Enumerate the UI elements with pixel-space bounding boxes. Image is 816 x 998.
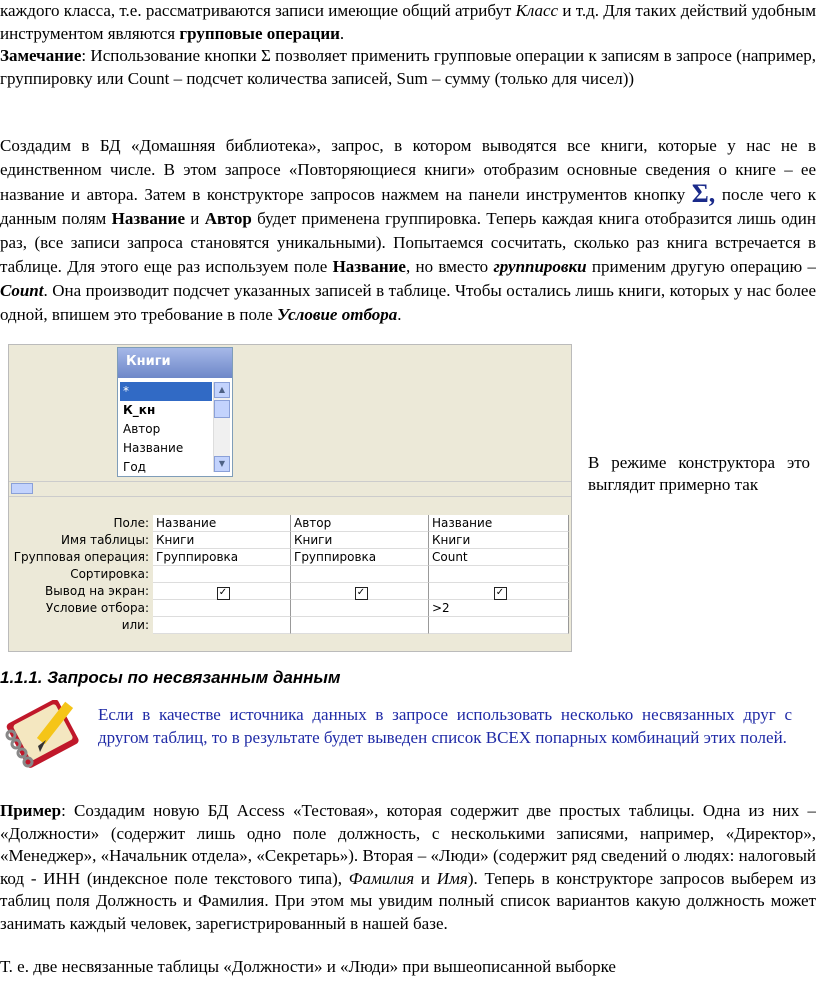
table-title[interactable]: Книги [118,348,232,378]
paragraph-example-test: Пример: Создадим новую БД Access «Тестовая», которая содержит две простых таблицы. Одна из них – «Должности» (содержит лишь одно поле должность, с несколькими записями, например, «Директор», «Менеджер», «Начальник отдела», «Секретарь»). Вторая – «Люди» (содержит ряд сведений о людях: налоговый код - ИНН (индексное поле текстового типа), Фамилия и Имя). Теперь в конструкторе запросов выберем из таблиц поля Должность и Фамилия. При этом мы увидим полный список вариантов какую должность может занимать каждый человек, зарегистрированный в нашей базе. [0,801,816,933]
grid-cell[interactable] [291,600,429,617]
field-item-author[interactable]: Автор [123,422,161,436]
grid-cell[interactable] [153,600,291,617]
field-list [120,382,212,477]
field-item-key[interactable]: К_кн [123,403,156,417]
paragraph-example-library: Создадим в БД «Домашняя библиотека», запрос, в котором выводятся все книги, которые у нас не в единственном числе. В этом запросе «Повторяющиеся книги» отобразим основные сведения о книге – ее название и автора. Затем в конструкторе запросов нажмем на панели инструментов кнопку Σ, после чего к данным полям Название и Автор будет применена группировка. Теперь каждая книга отобразится лишь один раз, (все записи запроса становятся уникальными). Попытаемся сосчитать, сколько раз книга встречается в таблице. Для этого еще раз используем поле Название, но вместо группировки применим другую операцию – Count. Она производит подсчет указанных записей в таблице. Чтобы остались лишь книги, которых у нас более одной, впишем это требование в поле Условие отбора. [0,136,816,324]
sigma-icon: Σ, [691,179,716,208]
grid-cell[interactable]: Count [429,549,569,566]
grid-cell[interactable] [291,566,429,583]
grid-cell[interactable] [153,617,291,634]
scroll-down-icon[interactable]: ▼ [214,456,230,472]
checkbox-checked-icon[interactable]: ✓ [217,587,230,600]
grid-cell[interactable]: Книги [291,532,429,549]
designer-caption: В режиме конструктора это выглядит примерно так [588,453,810,494]
row-label: Поле: [113,516,149,530]
grid-cell[interactable]: Название [153,515,291,532]
grid-row-table [9,532,571,549]
grid-row-criteria [9,600,571,617]
grid-cell[interactable] [153,566,291,583]
field-item-all[interactable]: * [120,382,212,401]
scroll-thumb[interactable] [214,400,230,418]
grid-cell [291,583,429,600]
row-label: Имя таблицы: [61,533,149,547]
row-label: Сортировка: [70,567,149,581]
horizontal-scroll-thumb[interactable] [11,483,33,494]
grid-cell[interactable]: Группировка [153,549,291,566]
grid-cell [429,583,569,600]
row-label: Условие отбора: [45,601,149,615]
grid-row-field [9,515,571,532]
grid-cell [153,583,291,600]
field-item-year[interactable]: Год [123,460,146,474]
row-label: Групповая операция: [13,550,149,564]
grid-cell[interactable] [429,566,569,583]
grid-cell[interactable]: Название [429,515,569,532]
paragraph-remark: Замечание: Использование кнопки Σ позволяет применить групповые операции к записям в запросе (например, группировку или Count – подсчет количества записей, Sum – сумму (только для чисел)) [0,46,816,88]
row-label: или: [121,618,149,632]
grid-row-or [9,617,571,634]
section-heading: 1.1.1. Запросы по несвязанным данным [0,668,341,687]
grid-cell[interactable] [429,617,569,634]
paragraph-intro: каждого класса, т.е. рассматриваются записи имеющие общий атрибут Класс и т.д. Для таких действий удобным инструментом являются групповые операции. [0,1,816,43]
grid-cell[interactable]: >2 [429,600,569,617]
paragraph-conclusion: Т. е. две несвязанные таблицы «Должности» и «Люди» при вышеописанной выборке [0,957,616,976]
grid-row-group [9,549,571,566]
grid-cell[interactable] [291,617,429,634]
field-list-scrollbar[interactable] [213,382,230,472]
grid-cell[interactable]: Автор [291,515,429,532]
field-item-title[interactable]: Название [123,441,184,455]
row-label: Вывод на экран: [45,584,149,598]
grid-cell[interactable]: Книги [153,532,291,549]
horizontal-scrollbar[interactable] [9,481,571,497]
scroll-up-icon[interactable]: ▲ [214,382,230,398]
grid-row-sort [9,566,571,583]
table-field-list [117,347,233,477]
checkbox-checked-icon[interactable]: ✓ [355,587,368,600]
notebook-pencil-icon [4,700,88,770]
grid-cell[interactable]: Книги [429,532,569,549]
note-text: Если в качестве источника данных в запросе использовать несколько несвязанных друг с другом таблиц, то в результате будет выведен список ВСЕХ попарных комбинаций этих полей. [98,705,792,747]
query-designer-screenshot [8,344,572,652]
checkbox-checked-icon[interactable]: ✓ [494,587,507,600]
grid-row-show [9,583,571,600]
grid-cell[interactable]: Группировка [291,549,429,566]
